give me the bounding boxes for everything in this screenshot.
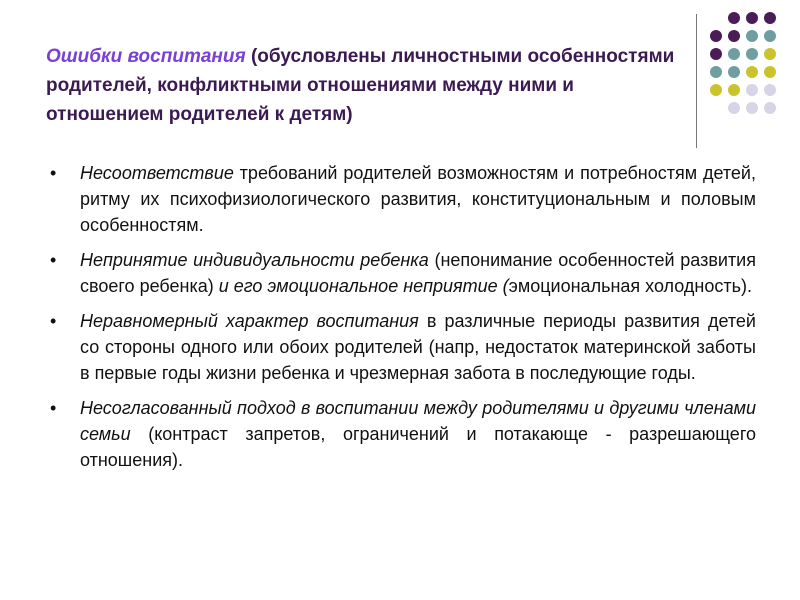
bullet-item	[50, 160, 756, 238]
bullet-text: Непринятие индивидуальности ребенка	[80, 250, 429, 270]
decorative-dot	[746, 66, 758, 78]
bullet-text: требований родителей возможностям и потребностям детей, ритму их психофизиологического развития, конституциональным и половым особенностям.	[80, 163, 756, 235]
bullet-text: Неравномерный характер воспитания	[80, 311, 419, 331]
bullet-text: Несогласованный подход в воспитании между родителями и другими членами семьи	[80, 398, 756, 444]
bullet-marker: •	[50, 398, 57, 418]
bullet-text: Несоответствие	[80, 163, 234, 183]
slide-title	[46, 42, 686, 129]
bullet-text: в различные периоды развития детей со стороны одного или обоих родителей (напр, недостаток материнской заботы в первые годы жизни ребенка и чрезмерная забота в последующие годы.	[80, 311, 756, 383]
title-lead: Ошибки воспитания	[46, 46, 246, 67]
decorative-dot	[746, 48, 758, 60]
decorative-dot	[728, 30, 740, 42]
decorative-dot	[746, 84, 758, 96]
bullet-marker: •	[50, 163, 57, 183]
decorative-dot	[746, 30, 758, 42]
decorative-dot	[710, 48, 722, 60]
bullet-marker: •	[50, 311, 57, 331]
decorative-dot	[746, 12, 758, 24]
decorative-dot	[710, 30, 722, 42]
decorative-dot	[764, 48, 776, 60]
decorative-divider	[696, 14, 697, 148]
decorative-dot	[764, 84, 776, 96]
decorative-dot	[728, 84, 740, 96]
decorative-dot	[746, 102, 758, 114]
decorative-dot-grid	[710, 12, 794, 130]
decorative-dot	[710, 66, 722, 78]
decorative-dot	[764, 102, 776, 114]
decorative-dot	[728, 102, 740, 114]
title-rest: (обусловлены личностными особенностями родителей, конфликтными отношениями между ними и отношением родителей к детям)	[46, 46, 675, 125]
decorative-dot	[764, 30, 776, 42]
bullet-text: эмоциональная холодность).	[508, 276, 752, 296]
decorative-dot	[764, 66, 776, 78]
decorative-dot	[764, 12, 776, 24]
bullet-item	[50, 247, 756, 299]
decorative-dot	[728, 12, 740, 24]
bullet-item	[50, 395, 756, 473]
bullet-list	[50, 160, 756, 482]
decorative-dot	[728, 48, 740, 60]
bullet-text: (контраст запретов, ограничений и потакающе - разрешающего отношения).	[80, 424, 756, 470]
bullet-text: (непонимание особенностей развития своего ребенка)	[80, 250, 756, 296]
bullet-marker: •	[50, 250, 57, 270]
decorative-dot	[728, 66, 740, 78]
decorative-dot	[710, 84, 722, 96]
bullet-text: и его эмоциональное неприятие (	[213, 276, 509, 296]
bullet-item	[50, 308, 756, 386]
